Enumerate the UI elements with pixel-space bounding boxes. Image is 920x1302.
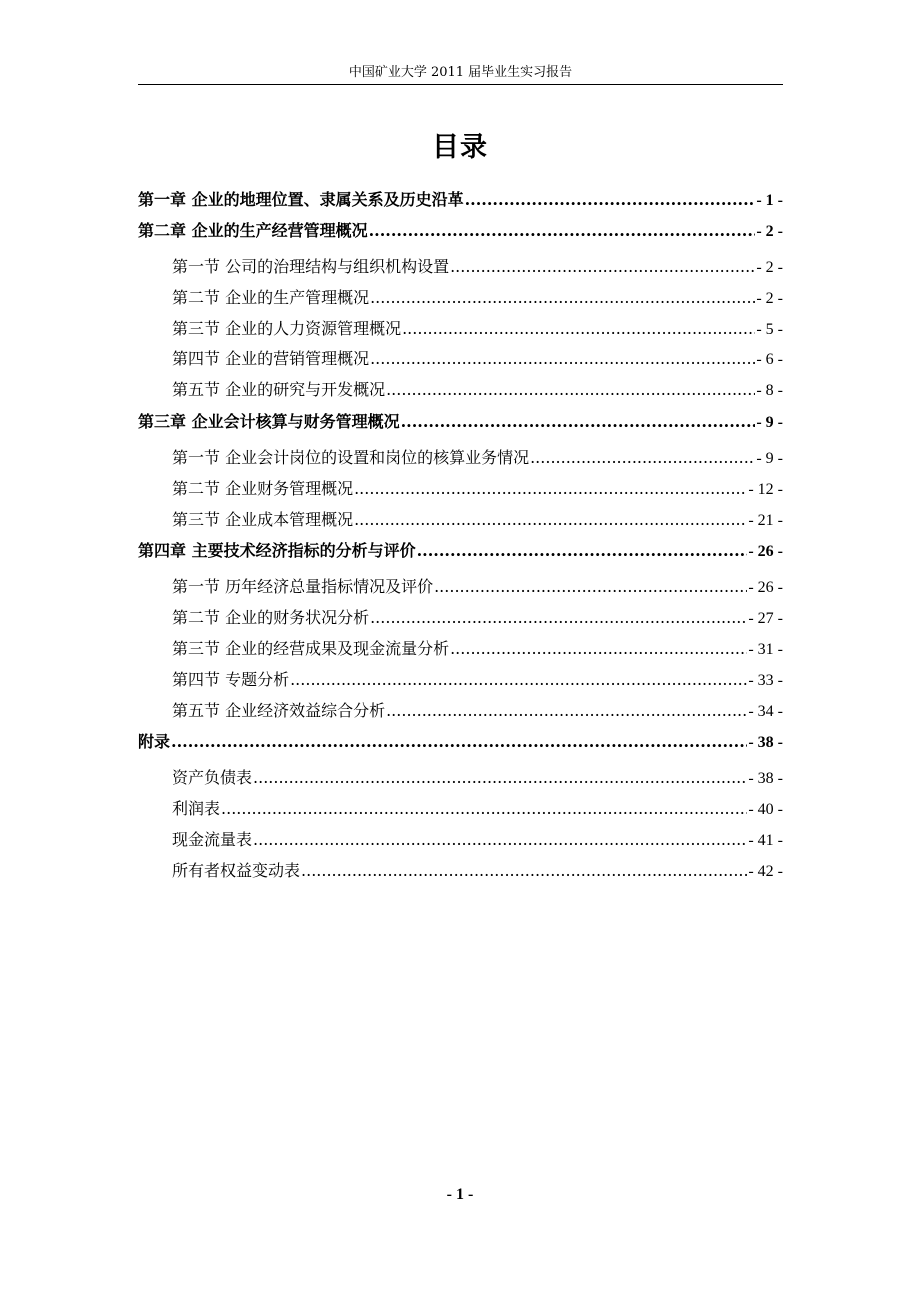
toc-section[interactable]: [138, 634, 783, 665]
dot-leader: [402, 314, 755, 345]
toc-chapter-3[interactable]: [138, 406, 783, 437]
toc-page: - 5 -: [756, 320, 783, 338]
toc-section[interactable]: [138, 825, 783, 856]
toc-page: - 8 -: [756, 382, 783, 400]
dot-leader: [386, 696, 747, 727]
toc-page: - 26 -: [748, 579, 783, 597]
page-number: - 1 -: [446, 1186, 474, 1203]
toc-section[interactable]: [138, 474, 783, 505]
toc-label: 第五节 企业的研究与开发概况: [172, 380, 386, 400]
toc-appendix[interactable]: [138, 726, 783, 757]
dot-leader: [221, 794, 747, 825]
toc-section[interactable]: [138, 763, 783, 794]
dot-leader: [386, 375, 755, 406]
toc-page: - 2 -: [756, 223, 783, 240]
toc-label: 第二章 企业的生产经营管理概况: [138, 221, 368, 240]
toc-label: 第三章 企业会计核算与财务管理概况: [138, 411, 400, 431]
toc-chapter-1[interactable]: [138, 184, 783, 215]
toc-label: 利润表: [172, 799, 221, 819]
toc-section[interactable]: [138, 443, 783, 474]
dot-leader: [301, 856, 747, 887]
dot-leader: [290, 665, 747, 696]
toc-section[interactable]: [138, 283, 783, 314]
toc-label: 第二节 企业财务管理概况: [172, 478, 354, 498]
toc-label: 第三节 企业的人力资源管理概况: [172, 318, 402, 338]
toc-section[interactable]: [138, 252, 783, 283]
header-rule: [138, 84, 783, 85]
toc-label: 所有者权益变动表: [172, 860, 301, 880]
toc-page: - 21 -: [748, 511, 783, 529]
page-title: 目录: [432, 132, 488, 163]
toc-label: 第三节 企业成本管理概况: [172, 509, 354, 529]
dot-leader: [450, 634, 747, 665]
toc-label: 现金流量表: [172, 829, 253, 849]
toc-page: - 38 -: [748, 770, 783, 788]
toc-chapter-2[interactable]: [138, 215, 783, 246]
dot-leader: [253, 763, 747, 794]
toc-section[interactable]: [138, 665, 783, 696]
toc-page: - 33 -: [748, 671, 783, 689]
toc-section[interactable]: [138, 505, 783, 536]
dot-leader: [253, 825, 747, 856]
dot-leader: [171, 726, 747, 757]
dot-leader: [465, 184, 756, 215]
toc-page: - 6 -: [756, 351, 783, 369]
dot-leader: [354, 474, 747, 505]
toc-label: 第一节 企业会计岗位的设置和岗位的核算业务情况: [172, 447, 530, 467]
dot-leader: [401, 406, 756, 437]
toc-label: 第一节 历年经济总量指标情况及评价: [172, 577, 434, 597]
toc-label: 第五节 企业经济效益综合分析: [172, 700, 386, 720]
toc-page: - 34 -: [748, 702, 783, 720]
toc-section[interactable]: [138, 375, 783, 406]
toc-label: 第四节 专题分析: [172, 669, 290, 689]
toc-page: - 27 -: [748, 610, 783, 628]
toc-section[interactable]: [138, 696, 783, 727]
toc-section[interactable]: [138, 344, 783, 375]
toc-page: - 2 -: [756, 289, 783, 307]
toc-page: - 31 -: [748, 640, 783, 658]
toc-page: - 2 -: [756, 259, 783, 276]
toc-label: 第三节 企业的经营成果及现金流量分析: [172, 638, 450, 658]
dot-leader: [434, 572, 747, 603]
toc-section[interactable]: [138, 794, 783, 825]
toc-page: - 1 -: [756, 192, 783, 209]
toc-label: 附录: [138, 732, 171, 752]
toc-label: 资产负债表: [172, 768, 253, 788]
toc-page: - 40 -: [748, 801, 783, 819]
dot-leader: [354, 505, 747, 536]
toc-label: 第二节 企业的财务状况分析: [172, 608, 370, 628]
toc-label: 第二节 企业的生产管理概况: [172, 287, 370, 307]
toc-label: 第四章 主要技术经济指标的分析与评价: [138, 541, 416, 561]
toc-section[interactable]: [138, 603, 783, 634]
toc-section[interactable]: [138, 856, 783, 887]
toc-page: - 9 -: [756, 449, 783, 467]
toc-section[interactable]: [138, 572, 783, 603]
running-header: 中国矿业大学 2011 届毕业生实习报告: [348, 65, 573, 80]
dot-leader: [417, 535, 748, 566]
toc-section[interactable]: [138, 314, 783, 345]
dot-leader: [370, 283, 755, 314]
dot-leader: [450, 252, 755, 283]
dot-leader: [530, 443, 755, 474]
toc-page: - 38 -: [748, 734, 783, 752]
table-of-contents: [138, 184, 783, 887]
dot-leader: [369, 215, 756, 246]
toc-page: - 42 -: [748, 862, 783, 880]
dot-leader: [370, 603, 747, 634]
toc-page: - 26 -: [748, 543, 783, 561]
toc-label: 第四节 企业的营销管理概况: [172, 349, 370, 369]
toc-page: - 9 -: [756, 413, 783, 431]
dot-leader: [370, 344, 755, 375]
toc-page: - 41 -: [748, 831, 783, 849]
toc-label: 第一章 企业的地理位置、隶属关系及历史沿革: [138, 190, 464, 209]
toc-label: 第一节 公司的治理结构与组织机构设置: [172, 257, 450, 276]
toc-chapter-4[interactable]: [138, 535, 783, 566]
toc-page: - 12 -: [748, 480, 783, 498]
